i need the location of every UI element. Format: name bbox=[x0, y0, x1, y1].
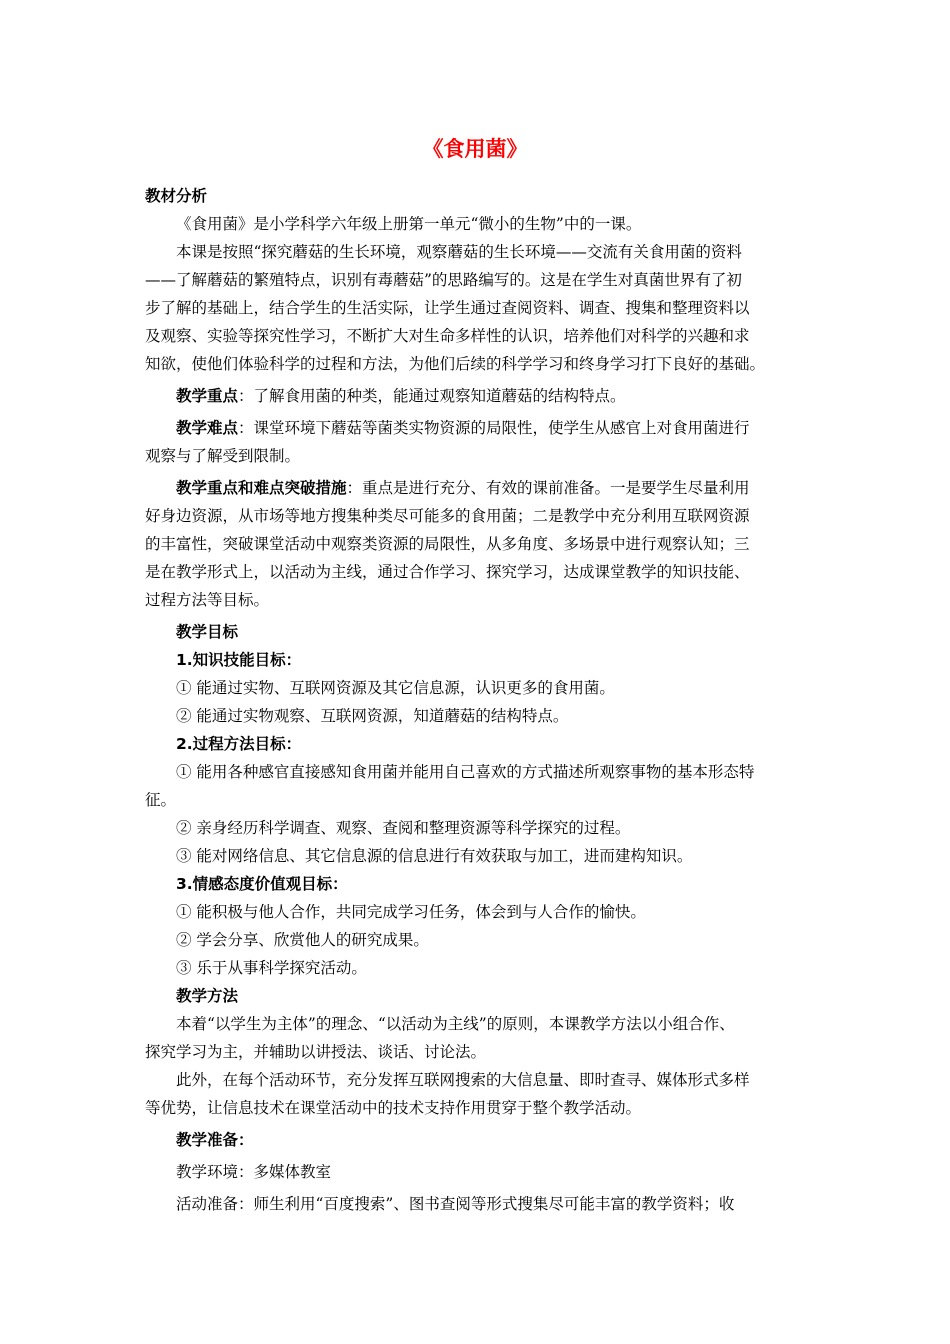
paragraph-line: 步了解的基础上，结合学生的生活实际，让学生通过查阅资料、调查、搜集和整理资料以 bbox=[145, 299, 750, 317]
key-point-text: ：了解食用菌的种类，能通过观察知道蘑菇的结构特点。 bbox=[238, 387, 626, 405]
heading-methods: 教学方法 bbox=[176, 987, 239, 1005]
difficulty-line bbox=[145, 414, 813, 442]
document-body bbox=[145, 182, 813, 1218]
paragraph-line: 观察与了解受到限制。 bbox=[145, 447, 301, 465]
paragraph-line: 本着“以学生为主体”的理念、“以活动为主线”的原则，本课教学方法以小组合作、 bbox=[176, 1015, 735, 1033]
paragraph-line: 此外，在每个活动环节，充分发挥互联网搜索的大信息量、即时查寻、媒体形式多样 bbox=[176, 1071, 750, 1089]
list-item: ① 能积极与他人合作，共同完成学习任务，体会到与人合作的愉快。 bbox=[176, 903, 646, 921]
heading-goals: 教学目标 bbox=[176, 623, 239, 641]
heading-prep: 教学准备： bbox=[176, 1131, 254, 1149]
difficulty-label: 教学难点 bbox=[176, 419, 239, 437]
measure-text: ：重点是进行充分、有效的课前准备。一是要学生尽量利用 bbox=[346, 479, 750, 497]
prep-environment: 教学环境：多媒体教室 bbox=[176, 1163, 332, 1181]
paragraph-line: 及观察、实验等探究性学习，不断扩大对生命多样性的认识，培养他们对科学的兴趣和求 bbox=[145, 327, 750, 345]
paragraph-line: 的丰富性，突破课堂活动中观察类资源的局限性，从多角度、多场景中进行观察认知；三 bbox=[145, 535, 750, 553]
key-point-line bbox=[145, 382, 813, 410]
measure-line bbox=[145, 474, 813, 502]
list-item-continuation: 征。 bbox=[145, 791, 177, 809]
paragraph-line: 等优势，让信息技术在课堂活动中的技术支持作用贯穿于整个教学活动。 bbox=[145, 1099, 642, 1117]
list-item: ③ 能对网络信息、其它信息源的信息进行有效获取与加工，进而建构知识。 bbox=[176, 847, 693, 865]
document-title: 《食用菌》 bbox=[422, 137, 528, 161]
key-point-label: 教学重点 bbox=[176, 387, 239, 405]
list-item: ③ 乐于从事科学探究活动。 bbox=[176, 959, 367, 977]
paragraph-line: 好身边资源，从市场等地方搜集种类尽可能多的食用菌；二是教学中充分利用互联网资源 bbox=[145, 507, 750, 525]
list-item: ① 能用各种感官直接感知食用菌并能用自己喜欢的方式描述所观察事物的基本形态特 bbox=[176, 763, 755, 781]
subheading-goal-3: 3.情感态度价值观目标： bbox=[176, 875, 348, 893]
paragraph-line: 知欲，使他们体验科学的过程和方法，为他们后续的科学学习和终身学习打下良好的基础。 bbox=[145, 355, 766, 373]
paragraph-line: 过程方法等目标。 bbox=[145, 591, 270, 609]
heading-analysis: 教材分析 bbox=[145, 187, 208, 205]
paragraph-line: 探究学习为主，并辅助以讲授法、谈话、讨论法。 bbox=[145, 1043, 487, 1061]
paragraph-line: ——了解蘑菇的繁殖特点，识别有毒蘑菇”的思路编写的。这是在学生对真菌世界有了初 bbox=[145, 271, 742, 289]
difficulty-text: ：课堂环境下蘑菇等菌类实物资源的局限性，使学生从感官上对食用菌进行 bbox=[238, 419, 750, 437]
paragraph-line: 本课是按照“探究蘑菇的生长环境，观察蘑菇的生长环境——交流有关食用菌的资料 bbox=[176, 243, 742, 261]
paragraph-line: 是在教学形式上，以活动为主线，通过合作学习、探究学习，达成课堂教学的知识技能、 bbox=[145, 563, 750, 581]
prep-activity: 活动准备：师生利用“百度搜索”、图书查阅等形式搜集尽可能丰富的教学资料；收 bbox=[176, 1195, 735, 1213]
list-item: ② 学会分享、欣赏他人的研究成果。 bbox=[176, 931, 429, 949]
paragraph: 《食用菌》是小学科学六年级上册第一单元“微小的生物”中的一课。 bbox=[176, 215, 642, 233]
list-item: ② 亲身经历科学调查、观察、查阅和整理资源等科学探究的过程。 bbox=[176, 819, 631, 837]
subheading-goal-1: 1.知识技能目标： bbox=[176, 651, 302, 669]
measure-label: 教学重点和难点突破措施 bbox=[176, 479, 347, 497]
subheading-goal-2: 2.过程方法目标： bbox=[176, 735, 302, 753]
list-item: ① 能通过实物、互联网资源及其它信息源，认识更多的食用菌。 bbox=[176, 679, 615, 697]
list-item: ② 能通过实物观察、互联网资源，知道蘑菇的结构特点。 bbox=[176, 707, 569, 725]
